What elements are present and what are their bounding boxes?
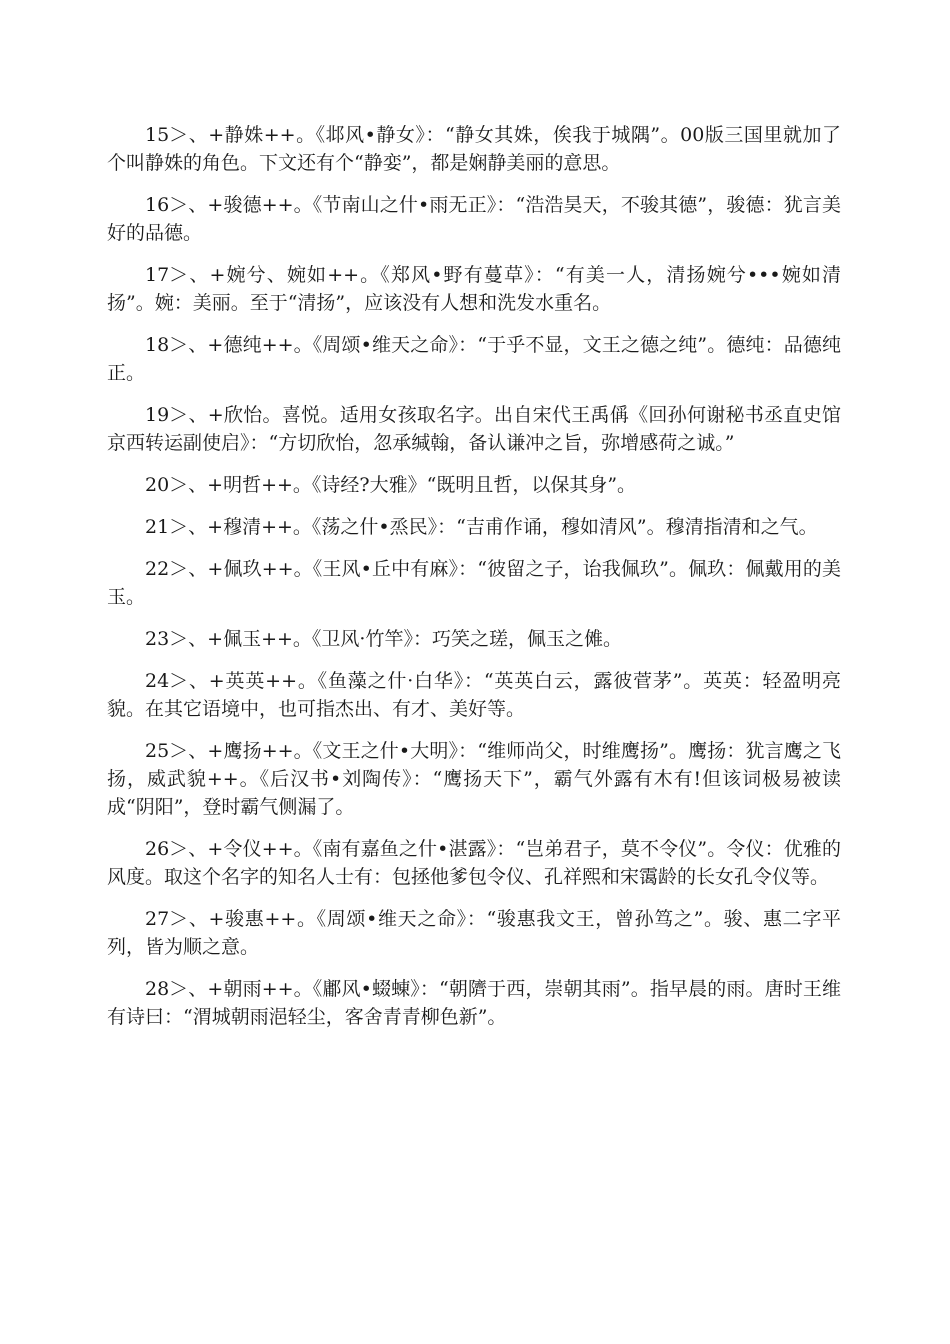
- document-body: [107, 121, 841, 1045]
- paragraph-15: 15＞、+静姝++。《邶风•静女》：“静女其姝，俟我于城隅”。00版三国里就加了个叫静姝的角色。下文还有个“静娈”，都是娴静美丽的意思。: [107, 124, 841, 174]
- paragraph-25: 25＞、+鹰扬++。《文王之什•大明》：“维师尚父，时维鹰扬”。鹰扬：犹言鹰之飞扬，威武貌++。《后汉书•刘陶传》：“鹰扬天下”，霸气外露有木有!但该词极易被读成“阴阳”，登时霸气侧漏了。: [107, 740, 841, 818]
- paragraph-22: 22＞、+佩玖++。《王风•丘中有麻》：“彼留之子，诒我佩玖”。佩玖：佩戴用的美玉。: [107, 558, 841, 608]
- paragraph-27: 27＞、+骏惠++。《周颂•维天之命》：“骏惠我文王，曾孙笃之”。骏、惠二字平列，皆为顺之意。: [107, 908, 841, 958]
- paragraph-26: 26＞、+令仪++。《南有嘉鱼之什•湛露》：“岂弟君子，莫不令仪”。令仪：优雅的风度。取这个名字的知名人士有：包拯他爹包令仪、孔祥熙和宋霭龄的长女孔令仪等。: [107, 838, 841, 888]
- paragraph-17: 17＞、+婉兮、婉如++。《郑风•野有蔓草》：“有美一人，清扬婉兮•••婉如清扬”。婉：美丽。至于“清扬”，应该没有人想和洗发水重名。: [107, 264, 841, 314]
- paragraph-18: 18＞、+德纯++。《周颂•维天之命》：“于乎不显，文王之德之纯”。德纯：品德纯正。: [107, 334, 841, 384]
- paragraph-28: 28＞、+朝雨++。《鄘风•蝃蝀》：“朝隮于西，崇朝其雨”。指早晨的雨。唐时王维有诗曰：“渭城朝雨浥轻尘，客舍青青柳色新”。: [107, 978, 841, 1028]
- paragraph-21: 21＞、+穆清++。《荡之什•烝民》：“吉甫作诵，穆如清风”。穆清指清和之气。: [145, 516, 818, 538]
- paragraph-23: 23＞、+佩玉++。《卫风·竹竿》：巧笑之瑳，佩玉之傩。: [145, 628, 622, 650]
- paragraph-19: 19＞、+欣怡。喜悦。适用女孩取名字。出自宋代王禹偁《回孙何谢秘书丞直史馆京西转运副使启》：“方切欣怡，忽承缄翰，备认谦冲之旨，弥增感荷之诚。”: [107, 404, 841, 454]
- paragraph-20: 20＞、+明哲++。《诗经?大雅》“既明且哲，以保其身”。: [145, 474, 637, 496]
- paragraph-24: 24＞、+英英++。《鱼藻之什·白华》：“英英白云，露彼菅茅”。英英：轻盈明亮貌。在其它语境中，也可指杰出、有才、美好等。: [107, 670, 841, 720]
- paragraph-16: 16＞、+骏德++。《节南山之什•雨无正》：“浩浩昊天，不骏其德”，骏德：犹言美好的品德。: [107, 194, 841, 244]
